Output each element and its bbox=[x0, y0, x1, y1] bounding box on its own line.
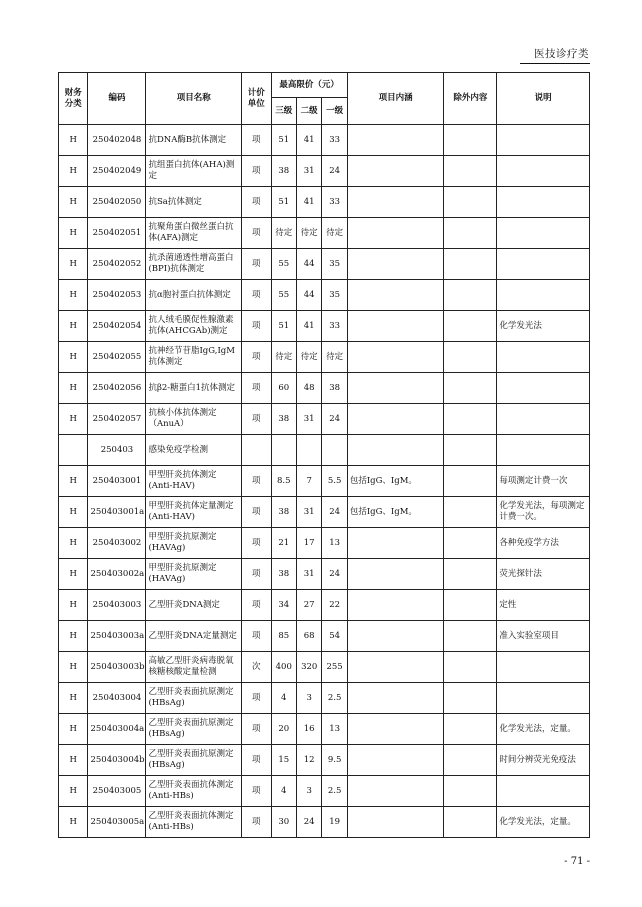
price-tier3-cell: 38 bbox=[271, 404, 296, 435]
name-cell: 甲型肝炎抗原测定(HAVAg) bbox=[146, 528, 242, 559]
category-cell: H bbox=[59, 342, 88, 373]
price-tier3-cell: 4 bbox=[271, 683, 296, 714]
price-tier1-cell: 24 bbox=[322, 497, 347, 528]
table-row bbox=[59, 218, 590, 249]
code-cell: 250403001a bbox=[88, 497, 146, 528]
table-row bbox=[59, 652, 590, 683]
category-cell: H bbox=[59, 218, 88, 249]
content-cell bbox=[347, 528, 444, 559]
category-cell: H bbox=[59, 683, 88, 714]
name-cell: 甲型肝炎抗体测定(Anti-HAV) bbox=[146, 466, 242, 497]
content-cell bbox=[347, 683, 444, 714]
table-row bbox=[59, 311, 590, 342]
excluded-cell bbox=[444, 187, 497, 218]
code-cell: 250403004b bbox=[88, 745, 146, 776]
unit-cell: 项 bbox=[242, 683, 271, 714]
notes-cell bbox=[497, 156, 590, 187]
notes-cell: 化学发光法，定量。 bbox=[497, 714, 590, 745]
price-tier2-cell: 68 bbox=[296, 621, 321, 652]
notes-cell: 化学发光法 bbox=[497, 311, 590, 342]
content-cell bbox=[347, 125, 444, 156]
notes-cell bbox=[497, 125, 590, 156]
table-row bbox=[59, 342, 590, 373]
name-cell: 甲型肝炎抗原测定(HAVAg) bbox=[146, 559, 242, 590]
header-tier3: 三级 bbox=[271, 98, 296, 125]
table-row bbox=[59, 776, 590, 807]
excluded-cell bbox=[444, 125, 497, 156]
category-cell: H bbox=[59, 652, 88, 683]
name-cell: 抗Sa抗体测定 bbox=[146, 187, 242, 218]
price-tier2-cell: 12 bbox=[296, 745, 321, 776]
excluded-cell bbox=[444, 776, 497, 807]
table-row bbox=[59, 621, 590, 652]
table-row bbox=[59, 807, 590, 838]
section-p3-cell bbox=[271, 435, 296, 466]
name-cell: 乙型肝炎表面抗体测定(Anti-HBs) bbox=[146, 776, 242, 807]
excluded-cell bbox=[444, 156, 497, 187]
excluded-cell bbox=[444, 404, 497, 435]
content-cell bbox=[347, 404, 444, 435]
name-cell: 乙型肝炎DNA定量测定 bbox=[146, 621, 242, 652]
unit-cell: 项 bbox=[242, 404, 271, 435]
excluded-cell bbox=[444, 683, 497, 714]
notes-cell bbox=[497, 218, 590, 249]
price-tier1-cell: 2.5 bbox=[322, 776, 347, 807]
code-cell: 250403004a bbox=[88, 714, 146, 745]
unit-cell: 项 bbox=[242, 218, 271, 249]
content-cell bbox=[347, 280, 444, 311]
content-cell: 包括IgG、IgM。 bbox=[347, 497, 444, 528]
excluded-cell bbox=[444, 528, 497, 559]
price-tier2-cell: 44 bbox=[296, 280, 321, 311]
header-rule bbox=[520, 63, 590, 64]
name-cell: 抗α胞衬蛋白抗体测定 bbox=[146, 280, 242, 311]
name-cell: 抗组蛋白抗体(AHA)测定 bbox=[146, 156, 242, 187]
price-tier2-cell: 41 bbox=[296, 125, 321, 156]
price-tier2-cell: 待定 bbox=[296, 342, 321, 373]
header-max-price: 最高限价（元） bbox=[271, 73, 347, 98]
excluded-cell bbox=[444, 714, 497, 745]
notes-cell bbox=[497, 373, 590, 404]
section-name-cell: 感染免疫学检测 bbox=[146, 435, 242, 466]
price-tier2-cell: 3 bbox=[296, 776, 321, 807]
name-cell: 抗神经节苷脂IgG,IgM抗体测定 bbox=[146, 342, 242, 373]
header-name: 项目名称 bbox=[146, 73, 242, 125]
table-row bbox=[59, 373, 590, 404]
category-cell: H bbox=[59, 497, 88, 528]
price-tier1-cell: 13 bbox=[322, 714, 347, 745]
name-cell: 乙型肝炎表面抗体测定(Anti-HBs) bbox=[146, 807, 242, 838]
code-cell: 250402051 bbox=[88, 218, 146, 249]
notes-cell: 定性 bbox=[497, 590, 590, 621]
notes-cell bbox=[497, 652, 590, 683]
unit-cell: 项 bbox=[242, 156, 271, 187]
category-cell: H bbox=[59, 156, 88, 187]
table-row bbox=[59, 280, 590, 311]
table-row bbox=[59, 590, 590, 621]
unit-cell: 项 bbox=[242, 745, 271, 776]
unit-cell: 项 bbox=[242, 187, 271, 218]
notes-cell bbox=[497, 280, 590, 311]
section-p1-cell bbox=[322, 435, 347, 466]
table-row bbox=[59, 466, 590, 497]
header-tier1: 一级 bbox=[322, 98, 347, 125]
header-code: 编码 bbox=[88, 73, 146, 125]
category-cell: H bbox=[59, 776, 88, 807]
price-tier1-cell: 待定 bbox=[322, 218, 347, 249]
price-tier1-cell: 待定 bbox=[322, 342, 347, 373]
price-tier2-cell: 27 bbox=[296, 590, 321, 621]
section-row bbox=[59, 435, 590, 466]
price-tier3-cell: 51 bbox=[271, 125, 296, 156]
content-cell bbox=[347, 807, 444, 838]
notes-cell: 时间分辨荧光免疫法 bbox=[497, 745, 590, 776]
code-cell: 250403005 bbox=[88, 776, 146, 807]
price-tier1-cell: 33 bbox=[322, 125, 347, 156]
unit-cell: 项 bbox=[242, 559, 271, 590]
price-tier1-cell: 24 bbox=[322, 156, 347, 187]
content-cell bbox=[347, 652, 444, 683]
price-tier3-cell: 400 bbox=[271, 652, 296, 683]
name-cell: 乙型肝炎表面抗原测定(HBsAg) bbox=[146, 745, 242, 776]
price-tier1-cell: 5.5 bbox=[322, 466, 347, 497]
code-cell: 250403001 bbox=[88, 466, 146, 497]
price-tier3-cell: 55 bbox=[271, 280, 296, 311]
price-tier3-cell: 21 bbox=[271, 528, 296, 559]
name-cell: 抗人绒毛膜促性腺激素抗体(AHCGAb)测定 bbox=[146, 311, 242, 342]
price-tier2-cell: 44 bbox=[296, 249, 321, 280]
code-cell: 250402048 bbox=[88, 125, 146, 156]
price-tier3-cell: 34 bbox=[271, 590, 296, 621]
code-cell: 250403002 bbox=[88, 528, 146, 559]
table-row bbox=[59, 745, 590, 776]
section-category-cell bbox=[59, 435, 88, 466]
price-tier3-cell: 8.5 bbox=[271, 466, 296, 497]
price-tier1-cell: 35 bbox=[322, 280, 347, 311]
notes-cell: 化学发光法，每项测定计费一次。 bbox=[497, 497, 590, 528]
header-category: 财务分类 bbox=[59, 73, 88, 125]
category-cell: H bbox=[59, 714, 88, 745]
category-cell: H bbox=[59, 404, 88, 435]
price-tier3-cell: 15 bbox=[271, 745, 296, 776]
code-cell: 250403003 bbox=[88, 590, 146, 621]
content-cell bbox=[347, 373, 444, 404]
section-p2-cell bbox=[296, 435, 321, 466]
excluded-cell bbox=[444, 621, 497, 652]
content-cell bbox=[347, 187, 444, 218]
unit-cell: 项 bbox=[242, 776, 271, 807]
code-cell: 250402055 bbox=[88, 342, 146, 373]
excluded-cell bbox=[444, 280, 497, 311]
table-row bbox=[59, 156, 590, 187]
price-tier1-cell: 24 bbox=[322, 404, 347, 435]
category-cell: H bbox=[59, 280, 88, 311]
excluded-cell bbox=[444, 311, 497, 342]
unit-cell: 项 bbox=[242, 280, 271, 311]
excluded-cell bbox=[444, 373, 497, 404]
category-cell: H bbox=[59, 590, 88, 621]
price-tier1-cell: 38 bbox=[322, 373, 347, 404]
price-tier2-cell: 16 bbox=[296, 714, 321, 745]
unit-cell: 项 bbox=[242, 590, 271, 621]
unit-cell: 项 bbox=[242, 342, 271, 373]
price-tier3-cell: 30 bbox=[271, 807, 296, 838]
price-tier2-cell: 31 bbox=[296, 404, 321, 435]
content-cell bbox=[347, 156, 444, 187]
excluded-cell bbox=[444, 559, 497, 590]
content-cell bbox=[347, 342, 444, 373]
category-cell: H bbox=[59, 621, 88, 652]
price-tier3-cell: 60 bbox=[271, 373, 296, 404]
code-cell: 250403005a bbox=[88, 807, 146, 838]
price-tier1-cell: 33 bbox=[322, 311, 347, 342]
fee-schedule-table bbox=[58, 72, 590, 838]
price-tier1-cell: 19 bbox=[322, 807, 347, 838]
page-number: - 71 - bbox=[564, 856, 590, 867]
category-cell: H bbox=[59, 528, 88, 559]
excluded-cell bbox=[444, 652, 497, 683]
category-cell: H bbox=[59, 311, 88, 342]
table-row bbox=[59, 249, 590, 280]
price-tier1-cell: 54 bbox=[322, 621, 347, 652]
price-tier1-cell: 255 bbox=[322, 652, 347, 683]
price-tier3-cell: 待定 bbox=[271, 218, 296, 249]
unit-cell: 项 bbox=[242, 249, 271, 280]
code-cell: 250403004 bbox=[88, 683, 146, 714]
content-cell bbox=[347, 621, 444, 652]
price-tier1-cell: 2.5 bbox=[322, 683, 347, 714]
price-tier3-cell: 51 bbox=[271, 311, 296, 342]
code-cell: 250402053 bbox=[88, 280, 146, 311]
code-cell: 250402056 bbox=[88, 373, 146, 404]
excluded-cell bbox=[444, 342, 497, 373]
price-tier2-cell: 41 bbox=[296, 311, 321, 342]
table-row bbox=[59, 404, 590, 435]
price-tier2-cell: 3 bbox=[296, 683, 321, 714]
excluded-cell bbox=[444, 745, 497, 776]
price-tier2-cell: 待定 bbox=[296, 218, 321, 249]
unit-cell: 项 bbox=[242, 497, 271, 528]
content-cell bbox=[347, 218, 444, 249]
price-tier2-cell: 31 bbox=[296, 497, 321, 528]
unit-cell: 项 bbox=[242, 714, 271, 745]
price-tier1-cell: 13 bbox=[322, 528, 347, 559]
unit-cell: 次 bbox=[242, 652, 271, 683]
name-cell: 抗聚角蛋白微丝蛋白抗体(AFA)测定 bbox=[146, 218, 242, 249]
category-cell: H bbox=[59, 807, 88, 838]
name-cell: 抗核小体抗体测定（AnuA） bbox=[146, 404, 242, 435]
category-cell: H bbox=[59, 559, 88, 590]
unit-cell: 项 bbox=[242, 466, 271, 497]
excluded-cell bbox=[444, 590, 497, 621]
price-tier3-cell: 4 bbox=[271, 776, 296, 807]
category-cell: H bbox=[59, 187, 88, 218]
code-cell: 250402054 bbox=[88, 311, 146, 342]
category-cell: H bbox=[59, 466, 88, 497]
header-content: 项目内涵 bbox=[347, 73, 444, 125]
name-cell: 乙型肝炎表面抗原测定(HBsAg) bbox=[146, 714, 242, 745]
excluded-cell bbox=[444, 497, 497, 528]
unit-cell: 项 bbox=[242, 807, 271, 838]
code-cell: 250403003a bbox=[88, 621, 146, 652]
notes-cell bbox=[497, 683, 590, 714]
section-excluded-cell bbox=[444, 435, 497, 466]
price-tier3-cell: 38 bbox=[271, 156, 296, 187]
unit-cell: 项 bbox=[242, 528, 271, 559]
table-row bbox=[59, 497, 590, 528]
table-row bbox=[59, 528, 590, 559]
content-cell bbox=[347, 311, 444, 342]
unit-cell: 项 bbox=[242, 373, 271, 404]
content-cell bbox=[347, 776, 444, 807]
price-tier1-cell: 35 bbox=[322, 249, 347, 280]
price-tier3-cell: 待定 bbox=[271, 342, 296, 373]
price-tier3-cell: 85 bbox=[271, 621, 296, 652]
price-tier3-cell: 38 bbox=[271, 559, 296, 590]
price-tier1-cell: 24 bbox=[322, 559, 347, 590]
category-cell: H bbox=[59, 125, 88, 156]
content-cell bbox=[347, 559, 444, 590]
name-cell: 抗杀菌通透性增高蛋白(BPI)抗体测定 bbox=[146, 249, 242, 280]
price-tier1-cell: 33 bbox=[322, 187, 347, 218]
excluded-cell bbox=[444, 218, 497, 249]
price-tier2-cell: 31 bbox=[296, 559, 321, 590]
table-body bbox=[59, 125, 590, 838]
notes-cell bbox=[497, 776, 590, 807]
price-tier3-cell: 38 bbox=[271, 497, 296, 528]
notes-cell bbox=[497, 342, 590, 373]
category-cell: H bbox=[59, 745, 88, 776]
section-header: 医技诊疗类 bbox=[534, 48, 589, 60]
price-tier2-cell: 320 bbox=[296, 652, 321, 683]
excluded-cell bbox=[444, 249, 497, 280]
name-cell: 抗β2-糖蛋白1抗体测定 bbox=[146, 373, 242, 404]
section-unit-cell bbox=[242, 435, 271, 466]
name-cell: 抗DNA酶B抗体测定 bbox=[146, 125, 242, 156]
header-notes: 说明 bbox=[497, 73, 590, 125]
notes-cell bbox=[497, 404, 590, 435]
table-row bbox=[59, 559, 590, 590]
table-row bbox=[59, 683, 590, 714]
excluded-cell bbox=[444, 807, 497, 838]
notes-cell: 准入实验室项目 bbox=[497, 621, 590, 652]
unit-cell: 项 bbox=[242, 125, 271, 156]
name-cell: 高敏乙型肝炎病毒脱氧核糖核酸定量检测 bbox=[146, 652, 242, 683]
price-tier1-cell: 9.5 bbox=[322, 745, 347, 776]
table-row bbox=[59, 187, 590, 218]
notes-cell bbox=[497, 249, 590, 280]
price-tier3-cell: 55 bbox=[271, 249, 296, 280]
price-tier2-cell: 17 bbox=[296, 528, 321, 559]
content-cell bbox=[347, 745, 444, 776]
code-cell: 250402049 bbox=[88, 156, 146, 187]
price-tier2-cell: 24 bbox=[296, 807, 321, 838]
code-cell: 250402052 bbox=[88, 249, 146, 280]
notes-cell: 各种免疫学方法 bbox=[497, 528, 590, 559]
price-tier2-cell: 31 bbox=[296, 156, 321, 187]
category-cell: H bbox=[59, 373, 88, 404]
notes-cell: 每项测定计费一次 bbox=[497, 466, 590, 497]
price-tier3-cell: 51 bbox=[271, 187, 296, 218]
price-tier2-cell: 41 bbox=[296, 187, 321, 218]
unit-cell: 项 bbox=[242, 621, 271, 652]
section-code-cell: 250403 bbox=[88, 435, 146, 466]
unit-cell: 项 bbox=[242, 311, 271, 342]
code-cell: 250402057 bbox=[88, 404, 146, 435]
header-unit: 计价单位 bbox=[242, 73, 271, 125]
name-cell: 乙型肝炎表面抗原测定(HBsAg) bbox=[146, 683, 242, 714]
notes-cell: 荧光探针法 bbox=[497, 559, 590, 590]
price-tier3-cell: 20 bbox=[271, 714, 296, 745]
price-tier2-cell: 7 bbox=[296, 466, 321, 497]
section-notes-cell bbox=[497, 435, 590, 466]
excluded-cell bbox=[444, 466, 497, 497]
content-cell bbox=[347, 590, 444, 621]
header-excluded: 除外内容 bbox=[444, 73, 497, 125]
name-cell: 甲型肝炎抗体定量测定(Anti-HAV) bbox=[146, 497, 242, 528]
content-cell bbox=[347, 714, 444, 745]
code-cell: 250402050 bbox=[88, 187, 146, 218]
section-content-cell bbox=[347, 435, 444, 466]
category-cell: H bbox=[59, 249, 88, 280]
content-cell bbox=[347, 249, 444, 280]
price-tier2-cell: 48 bbox=[296, 373, 321, 404]
code-cell: 250403003b bbox=[88, 652, 146, 683]
header-tier2: 二级 bbox=[296, 98, 321, 125]
table-row bbox=[59, 125, 590, 156]
notes-cell bbox=[497, 187, 590, 218]
price-tier1-cell: 22 bbox=[322, 590, 347, 621]
table-row bbox=[59, 714, 590, 745]
name-cell: 乙型肝炎DNA测定 bbox=[146, 590, 242, 621]
table-header bbox=[59, 73, 590, 125]
code-cell: 250403002a bbox=[88, 559, 146, 590]
content-cell: 包括IgG、IgM。 bbox=[347, 466, 444, 497]
notes-cell: 化学发光法，定量。 bbox=[497, 807, 590, 838]
